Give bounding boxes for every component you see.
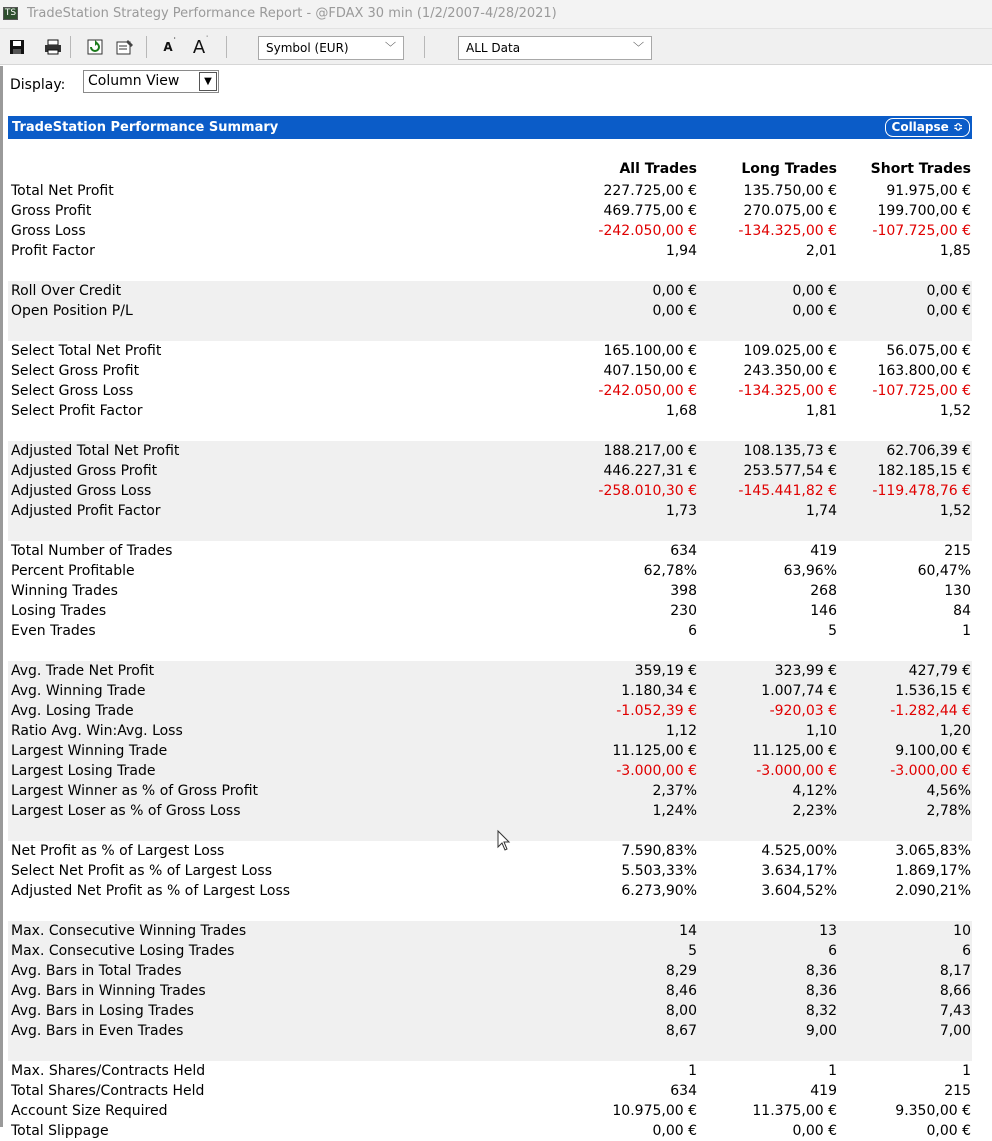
row-label: Profit Factor [11, 243, 95, 259]
long-trades-value: 8,36 [805, 963, 837, 979]
short-trades-value: 215 [944, 1083, 971, 1099]
spacer-row [8, 1041, 972, 1061]
short-trades-value: 9.100,00 € [895, 743, 971, 759]
short-trades-value: 1,52 [939, 403, 971, 419]
table-row [8, 301, 972, 321]
chevron-down-icon: ﹀ [633, 41, 644, 54]
row-label: Avg. Bars in Total Trades [11, 963, 182, 979]
long-trades-value: 5 [828, 623, 837, 639]
properties-icon[interactable] [115, 37, 135, 57]
title-bar [0, 0, 992, 29]
chevron-down-icon: ﹀ [385, 41, 396, 54]
row-label: Adjusted Profit Factor [11, 503, 161, 519]
performance-summary-header [8, 116, 972, 139]
table-row [8, 981, 972, 1001]
table-row [8, 361, 972, 381]
column-header-long-trades: Long Trades [741, 161, 837, 177]
display-view-select[interactable] [83, 70, 219, 93]
all-trades-value: 1,24% [652, 803, 697, 819]
toolbar-separator [424, 36, 425, 58]
row-label: Adjusted Gross Profit [11, 463, 158, 479]
long-trades-value: 268 [810, 583, 837, 599]
all-trades-value: 1,68 [665, 403, 697, 419]
row-label: Total Net Profit [11, 183, 114, 199]
table-row [8, 1001, 972, 1021]
all-trades-value: 359,19 € [634, 663, 697, 679]
short-trades-value: 60,47% [917, 563, 971, 579]
short-trades-value: 2.090,21% [895, 883, 971, 899]
short-trades-value: 91.975,00 € [886, 183, 971, 199]
row-label: Avg. Trade Net Profit [11, 663, 155, 679]
row-label: Ratio Avg. Win:Avg. Loss [11, 723, 183, 739]
short-trades-value: 8,17 [939, 963, 971, 979]
table-row [8, 621, 972, 641]
print-icon[interactable] [43, 37, 63, 57]
table-row [8, 801, 972, 821]
row-label: Largest Winning Trade [11, 743, 168, 759]
all-trades-value: 2,37% [652, 783, 697, 799]
short-trades-value: 84 [953, 603, 971, 619]
all-trades-value: 634 [670, 1083, 697, 1099]
table-row [8, 461, 972, 481]
long-trades-value: 8,32 [805, 1003, 837, 1019]
all-trades-value: 62,78% [643, 563, 697, 579]
row-label: Percent Profitable [11, 563, 135, 579]
short-trades-value: 6 [962, 943, 971, 959]
short-trades-value: -3.000,00 € [890, 763, 971, 779]
table-row [8, 441, 972, 461]
short-trades-value: -1.282,44 € [890, 703, 971, 719]
row-label: Avg. Winning Trade [11, 683, 146, 699]
table-row [8, 1081, 972, 1101]
long-trades-value: 0,00 € [792, 283, 837, 299]
table-row [8, 381, 972, 401]
table-row [8, 221, 972, 241]
all-trades-value: -242.050,00 € [598, 383, 697, 399]
row-label: Select Total Net Profit [11, 343, 162, 359]
all-trades-value: 11.125,00 € [612, 743, 697, 759]
row-label: Select Gross Loss [11, 383, 134, 399]
table-row [8, 701, 972, 721]
all-trades-value: 227.725,00 € [603, 183, 697, 199]
section-title: TradeStation Performance Summary [12, 120, 279, 135]
spacer-row [8, 521, 972, 541]
short-trades-value: 0,00 € [926, 303, 971, 319]
row-label: Open Position P/L [11, 303, 133, 319]
row-label: Select Gross Profit [11, 363, 140, 379]
all-trades-value: 165.100,00 € [603, 343, 697, 359]
row-label: Adjusted Net Profit as % of Largest Loss [11, 883, 291, 899]
table-row [8, 181, 972, 201]
toolbar-separator [70, 36, 71, 58]
spacer-row [8, 641, 972, 661]
long-trades-value: 9,00 [805, 1023, 837, 1039]
short-trades-value: 2,78% [926, 803, 971, 819]
table-row [8, 201, 972, 221]
all-trades-value: 5 [688, 943, 697, 959]
long-trades-value: 135.750,00 € [743, 183, 837, 199]
all-trades-value: 398 [670, 583, 697, 599]
all-trades-value: 634 [670, 543, 697, 559]
long-trades-value: 11.375,00 € [752, 1103, 837, 1119]
row-label: Max. Consecutive Losing Trades [11, 943, 235, 959]
symbol-currency-value: Symbol (EUR) [266, 41, 349, 55]
spacer-row [8, 321, 972, 341]
long-trades-value: 1,74 [805, 503, 837, 519]
row-label: Account Size Required [11, 1103, 168, 1119]
all-trades-value: 1,73 [665, 503, 697, 519]
column-header-all-trades: All Trades [619, 161, 697, 177]
short-trades-value: 427,79 € [908, 663, 971, 679]
short-trades-value: 1.536,15 € [895, 683, 971, 699]
long-trades-value: -145.441,82 € [738, 483, 837, 499]
display-view-value: Column View [88, 73, 180, 89]
refresh-icon[interactable] [85, 37, 105, 57]
table-row [8, 501, 972, 521]
all-trades-value: -242.050,00 € [598, 223, 697, 239]
all-trades-value: 8,67 [665, 1023, 697, 1039]
long-trades-value: 108.135,73 € [743, 443, 837, 459]
spacer-row [8, 421, 972, 441]
row-label: Largest Loser as % of Gross Loss [11, 803, 241, 819]
short-trades-value: -107.725,00 € [872, 383, 971, 399]
row-label: Gross Loss [11, 223, 86, 239]
long-trades-value: 1,10 [805, 723, 837, 739]
short-trades-value: 3.065,83% [895, 843, 971, 859]
row-label: Select Net Profit as % of Largest Loss [11, 863, 272, 879]
long-trades-value: -134.325,00 € [738, 223, 837, 239]
all-trades-value: 188.217,00 € [603, 443, 697, 459]
spacer-row [8, 261, 972, 281]
table-row [8, 941, 972, 961]
all-trades-value: 1.180,34 € [621, 683, 697, 699]
row-label: Total Slippage [11, 1123, 109, 1139]
all-trades-value: 8,00 [665, 1003, 697, 1019]
short-trades-value: 4,56% [926, 783, 971, 799]
table-row [8, 601, 972, 621]
table-row [8, 541, 972, 561]
all-trades-value: 10.975,00 € [612, 1103, 697, 1119]
toolbar [0, 29, 992, 65]
display-label: Display: [10, 77, 66, 93]
decrease-font-icon[interactable]: A ˙ [163, 36, 177, 54]
long-trades-value: 1.007,74 € [761, 683, 837, 699]
all-trades-value: 0,00 € [652, 1123, 697, 1139]
all-trades-value: 0,00 € [652, 283, 697, 299]
collapse-button[interactable]: Collapse ≎ [885, 118, 970, 137]
window-left-border [0, 66, 3, 1127]
row-label: Select Profit Factor [11, 403, 143, 419]
symbol-currency-select[interactable] [258, 36, 404, 60]
long-trades-value: 419 [810, 1083, 837, 1099]
spacer-row [8, 821, 972, 841]
long-trades-value: 6 [828, 943, 837, 959]
row-label: Avg. Bars in Even Trades [11, 1023, 184, 1039]
long-trades-value: 3.604,52% [761, 883, 837, 899]
table-row [8, 581, 972, 601]
all-trades-value: 7.590,83% [621, 843, 697, 859]
short-trades-value: 0,00 € [926, 283, 971, 299]
row-label: Max. Shares/Contracts Held [11, 1063, 206, 1079]
long-trades-value: 253.577,54 € [743, 463, 837, 479]
long-trades-value: 109.025,00 € [743, 343, 837, 359]
short-trades-value: 130 [944, 583, 971, 599]
long-trades-value: -134.325,00 € [738, 383, 837, 399]
long-trades-value: 146 [810, 603, 837, 619]
table-row [8, 661, 972, 681]
long-trades-value: -3.000,00 € [756, 763, 837, 779]
display-row [0, 66, 992, 100]
table-row [8, 241, 972, 261]
all-trades-value: 8,29 [665, 963, 697, 979]
row-label: Net Profit as % of Largest Loss [11, 843, 225, 859]
increase-font-icon[interactable]: A ˙ [192, 34, 210, 58]
performance-table [8, 181, 972, 1141]
table-row [8, 781, 972, 801]
column-headers [8, 161, 972, 181]
long-trades-value: 419 [810, 543, 837, 559]
long-trades-value: 270.075,00 € [743, 203, 837, 219]
row-label: Avg. Bars in Winning Trades [11, 983, 206, 999]
row-label: Max. Consecutive Winning Trades [11, 923, 247, 939]
short-trades-value: 9.350,00 € [895, 1103, 971, 1119]
data-range-select[interactable] [458, 36, 652, 60]
short-trades-value: 1.869,17% [895, 863, 971, 879]
all-trades-value: 407.150,00 € [603, 363, 697, 379]
table-row [8, 341, 972, 361]
table-row [8, 881, 972, 901]
all-trades-value: 1,12 [665, 723, 697, 739]
column-header-short-trades: Short Trades [870, 161, 971, 177]
all-trades-value: -258.010,30 € [598, 483, 697, 499]
long-trades-value: -920,03 € [769, 703, 837, 719]
table-row [8, 561, 972, 581]
row-label: Adjusted Total Net Profit [11, 443, 180, 459]
row-label: Total Number of Trades [11, 543, 173, 559]
all-trades-value: 8,46 [665, 983, 697, 999]
long-trades-value: 0,00 € [792, 1123, 837, 1139]
long-trades-value: 13 [819, 923, 837, 939]
table-row [8, 1101, 972, 1121]
short-trades-value: 62.706,39 € [886, 443, 971, 459]
row-label: Adjusted Gross Loss [11, 483, 152, 499]
table-row [8, 761, 972, 781]
row-label: Losing Trades [11, 603, 107, 619]
row-label: Avg. Bars in Losing Trades [11, 1003, 194, 1019]
short-trades-value: 163.800,00 € [877, 363, 971, 379]
table-row [8, 481, 972, 501]
long-trades-value: 1 [828, 1063, 837, 1079]
short-trades-value: 1 [962, 623, 971, 639]
row-label: Roll Over Credit [11, 283, 122, 299]
short-trades-value: 0,00 € [926, 1123, 971, 1139]
data-range-value: ALL Data [466, 41, 521, 55]
row-label: Total Shares/Contracts Held [11, 1083, 205, 1099]
table-row [8, 841, 972, 861]
short-trades-value: -107.725,00 € [872, 223, 971, 239]
spacer-row [8, 901, 972, 921]
mouse-cursor-icon [497, 830, 513, 852]
table-row [8, 281, 972, 301]
table-row [8, 1121, 972, 1141]
long-trades-value: 4,12% [792, 783, 837, 799]
table-row [8, 1021, 972, 1041]
long-trades-value: 4.525,00% [761, 843, 837, 859]
long-trades-value: 63,96% [783, 563, 837, 579]
long-trades-value: 3.634,17% [761, 863, 837, 879]
all-trades-value: -3.000,00 € [616, 763, 697, 779]
long-trades-value: 2,01 [805, 243, 837, 259]
long-trades-value: 0,00 € [792, 303, 837, 319]
long-trades-value: 8,36 [805, 983, 837, 999]
all-trades-value: 6.273,90% [621, 883, 697, 899]
short-trades-value: 1,85 [939, 243, 971, 259]
window-title: TradeStation Strategy Performance Report - @FDAX 30 min (1/2/2007-4/28/2021) [27, 6, 557, 21]
table-row [8, 681, 972, 701]
chevron-down-icon: ▼ [199, 72, 217, 91]
row-label: Winning Trades [11, 583, 118, 599]
long-trades-value: 2,23% [792, 803, 837, 819]
all-trades-value: 5.503,33% [621, 863, 697, 879]
long-trades-value: 243.350,00 € [743, 363, 837, 379]
table-row [8, 921, 972, 941]
long-trades-value: 1,81 [805, 403, 837, 419]
all-trades-value: -1.052,39 € [616, 703, 697, 719]
save-icon[interactable] [7, 37, 27, 57]
short-trades-value: 8,66 [939, 983, 971, 999]
row-label: Largest Losing Trade [11, 763, 156, 779]
all-trades-value: 1,94 [665, 243, 697, 259]
short-trades-value: 1,52 [939, 503, 971, 519]
short-trades-value: 56.075,00 € [886, 343, 971, 359]
short-trades-value: -119.478,76 € [872, 483, 971, 499]
all-trades-value: 14 [679, 923, 697, 939]
all-trades-value: 469.775,00 € [603, 203, 697, 219]
all-trades-value: 446.227,31 € [603, 463, 697, 479]
short-trades-value: 182.185,15 € [877, 463, 971, 479]
row-label: Avg. Losing Trade [11, 703, 134, 719]
table-row [8, 1061, 972, 1081]
table-row [8, 961, 972, 981]
short-trades-value: 7,00 [939, 1023, 971, 1039]
short-trades-value: 1 [962, 1063, 971, 1079]
toolbar-separator [226, 36, 227, 58]
all-trades-value: 230 [670, 603, 697, 619]
table-row [8, 861, 972, 881]
short-trades-value: 199.700,00 € [877, 203, 971, 219]
short-trades-value: 1,20 [939, 723, 971, 739]
row-label: Gross Profit [11, 203, 92, 219]
toolbar-separator [146, 36, 147, 58]
table-row [8, 721, 972, 741]
row-label: Even Trades [11, 623, 96, 639]
short-trades-value: 7,43 [939, 1003, 971, 1019]
short-trades-value: 215 [944, 543, 971, 559]
all-trades-value: 0,00 € [652, 303, 697, 319]
all-trades-value: 1 [688, 1063, 697, 1079]
table-row [8, 741, 972, 761]
short-trades-value: 10 [953, 923, 971, 939]
row-label: Largest Winner as % of Gross Profit [11, 783, 259, 799]
all-trades-value: 6 [688, 623, 697, 639]
table-row [8, 401, 972, 421]
long-trades-value: 11.125,00 € [752, 743, 837, 759]
long-trades-value: 323,99 € [774, 663, 837, 679]
tradestation-app-icon: TS [4, 8, 17, 18]
